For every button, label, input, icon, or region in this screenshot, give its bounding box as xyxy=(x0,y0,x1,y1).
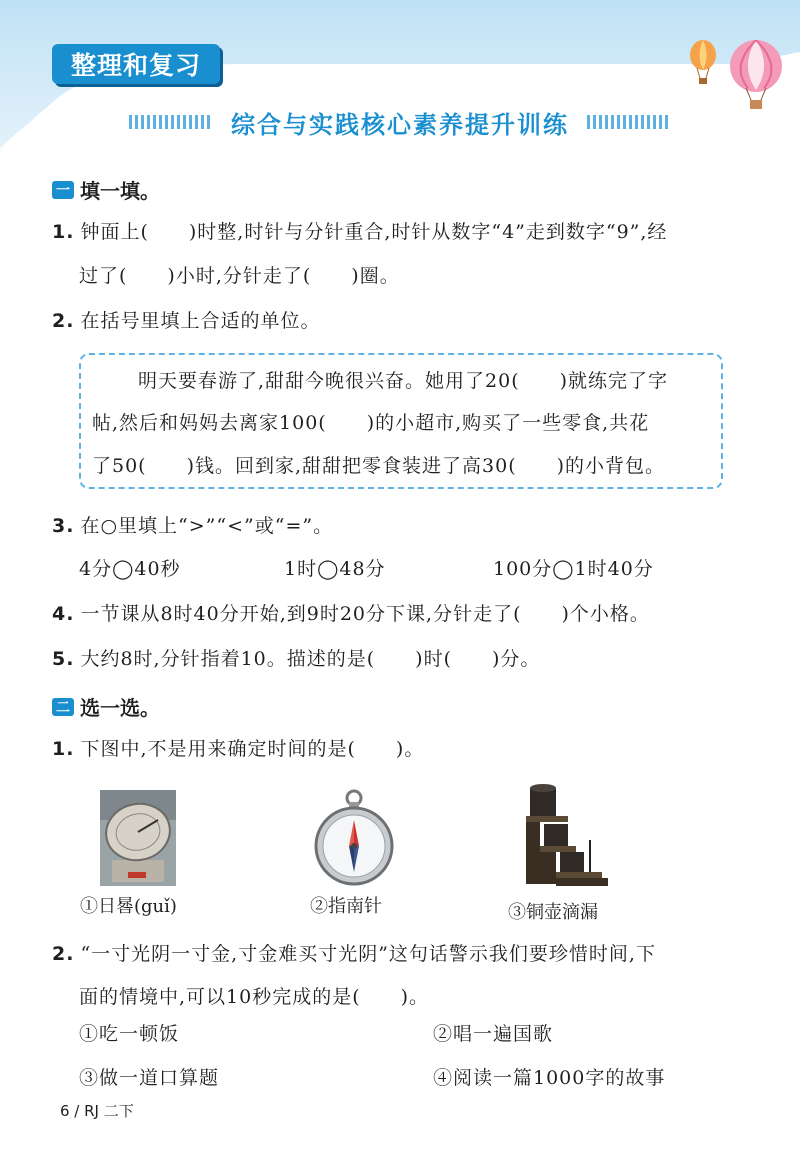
compare-item-3: 100分◯1时40分 xyxy=(493,558,654,580)
question-2-1 xyxy=(52,735,424,763)
section1-label: 填一填。 xyxy=(80,179,160,203)
option-a: ①吃一顿饭 xyxy=(79,1023,180,1045)
title-left-decoration xyxy=(129,115,213,129)
question-text: 在括号里填上合适的单位。 xyxy=(80,310,321,332)
compare-item-2: 1时◯48分 xyxy=(284,558,386,580)
question-1-5 xyxy=(52,645,540,673)
question-1-3 xyxy=(52,512,333,540)
section1-heading xyxy=(52,175,160,204)
question-number: 2. xyxy=(52,943,75,965)
question-text: “一寸光阴一寸金,寸金难买寸光阴”这句话警示我们要珍惜时间,下 xyxy=(80,943,656,965)
question-text: 下图中,不是用来确定时间的是( )。 xyxy=(80,738,425,760)
question-1-4 xyxy=(52,600,650,628)
question-1-1-cont: 过了( )小时,分针走了( )圈。 xyxy=(79,265,400,287)
small-balloon-icon xyxy=(688,40,718,86)
sundial-image xyxy=(100,790,176,886)
section2-badge: 二 xyxy=(52,698,74,716)
question-1-2 xyxy=(52,307,320,335)
option-c: ③做一道口算题 xyxy=(79,1067,220,1089)
title-right-decoration xyxy=(587,115,671,129)
story-line-2: 帖,然后和妈妈去离家100( )的小超市,购买了一些零食,共花 xyxy=(92,412,650,434)
question-number: 2. xyxy=(52,310,75,332)
page-footer: 6 / RJ 二下 xyxy=(60,1102,134,1120)
compass-image xyxy=(312,788,396,886)
section2-heading xyxy=(52,692,160,721)
water-clock-image xyxy=(518,780,612,890)
section2-label: 选一选。 xyxy=(80,696,160,720)
question-text: 一节课从8时40分开始,到9时20分下课,分针走了( )个小格。 xyxy=(80,603,650,625)
option-compass-caption: ②指南针 xyxy=(310,896,382,917)
option-water-clock-caption: ③铜壶滴漏 xyxy=(508,902,598,923)
question-number: 1. xyxy=(52,221,75,243)
question-2-2 xyxy=(52,940,656,968)
chapter-tag: 整理和复习 xyxy=(52,44,220,84)
large-balloon-icon xyxy=(728,40,784,110)
question-number: 5. xyxy=(52,648,75,670)
compare-item-1: 4分◯40秒 xyxy=(79,558,181,580)
question-number: 1. xyxy=(52,738,75,760)
question-text: 在○里填上“>”“<”或“=”。 xyxy=(80,515,334,537)
option-b: ②唱一遍国歌 xyxy=(433,1023,554,1045)
story-line-3: 了50( )钱。回到家,甜甜把零食装进了高30( )的小背包。 xyxy=(92,455,666,477)
question-text: 钟面上( )时整,时针与分针重合,时针从数字“4”走到数字“9”,经 xyxy=(80,221,668,243)
question-1-1 xyxy=(52,218,667,246)
page-title: 综合与实践核心素养提升训练 xyxy=(231,110,569,139)
story-line-1: 明天要春游了,甜甜今晚很兴奋。她用了20( )就练完了字 xyxy=(138,370,669,392)
question-2-2-cont: 面的情境中,可以10秒完成的是( )。 xyxy=(79,986,430,1008)
question-number: 4. xyxy=(52,603,75,625)
question-number: 3. xyxy=(52,515,75,537)
option-d: ④阅读一篇1000字的故事 xyxy=(433,1067,666,1089)
question-text: 大约8时,分针指着10。描述的是( )时( )分。 xyxy=(80,648,541,670)
title-row xyxy=(0,104,800,140)
section1-badge: 一 xyxy=(52,181,74,199)
option-sundial-caption: ①日晷(guǐ) xyxy=(80,896,177,917)
